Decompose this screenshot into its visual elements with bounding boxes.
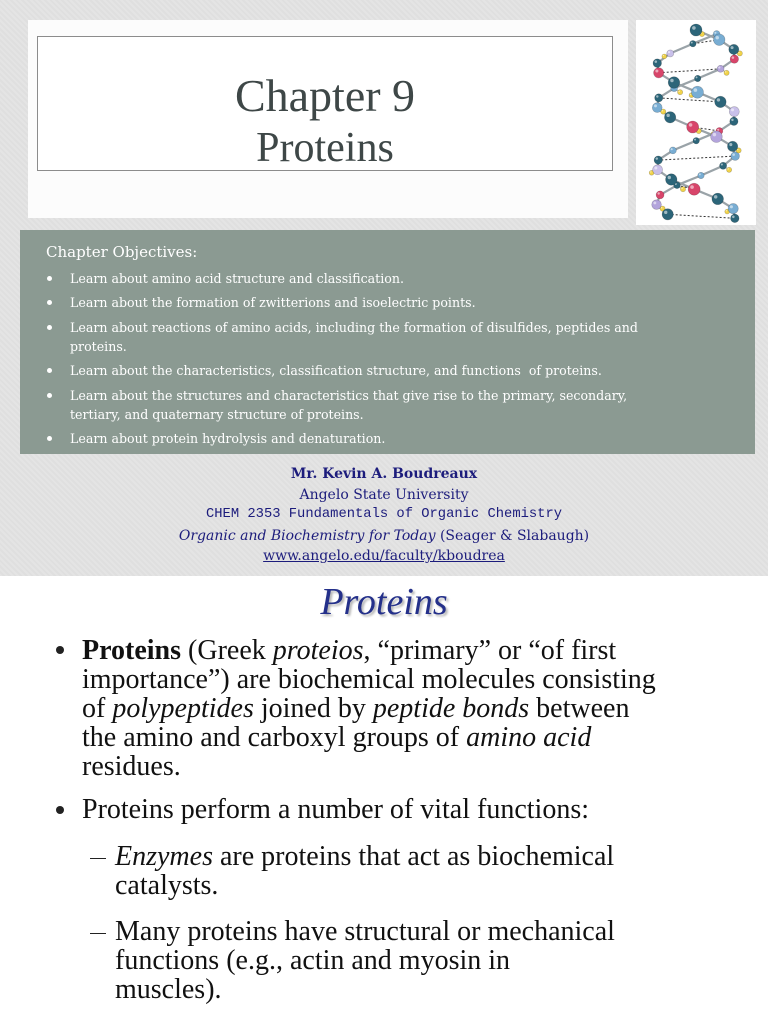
atom-highlight <box>731 119 733 121</box>
atom-highlight <box>671 148 673 150</box>
bullet-icon <box>47 368 52 373</box>
molecule-atom <box>652 103 662 113</box>
bullet-icon <box>56 646 64 654</box>
atom-highlight <box>654 104 657 107</box>
textbook-reference <box>0 526 768 547</box>
molecule-atom <box>717 65 724 72</box>
objective-item <box>46 361 747 380</box>
atom-highlight <box>732 216 735 219</box>
objective-text: proteins. <box>70 338 127 354</box>
hydrogen-bond <box>658 156 735 160</box>
bullet-line <box>82 795 768 824</box>
objective-text: Learn about the characteristics, classification structure, and functions of proteins. <box>70 363 602 378</box>
bullet-icon <box>47 300 52 305</box>
atom-highlight <box>655 60 658 63</box>
atom-highlight <box>692 26 696 30</box>
atom-highlight <box>717 98 720 101</box>
atom-highlight <box>694 88 698 92</box>
molecule-atom <box>727 167 732 172</box>
atom-highlight <box>730 205 733 208</box>
text-segment: the amino and carboxyl groups of <box>82 721 467 753</box>
atom-highlight <box>661 207 663 209</box>
atom-highlight <box>721 163 723 165</box>
atom-highlight <box>691 42 693 44</box>
atom-highlight <box>729 143 732 146</box>
molecule-atom <box>664 112 675 123</box>
text-segment: Proteins perform a number of vital functions: <box>82 794 589 825</box>
atom-highlight <box>654 167 657 170</box>
sub-bullet-item <box>0 917 768 1004</box>
italic-text: peptide bonds <box>372 692 530 724</box>
atom-highlight <box>713 133 716 136</box>
atom-highlight <box>689 123 693 127</box>
proteins-slide <box>0 576 768 1024</box>
text-segment: are proteins that act as biochemical <box>212 841 615 872</box>
atom-highlight <box>731 108 734 111</box>
molecule-atom <box>729 107 739 117</box>
atom-highlight <box>668 176 671 179</box>
bullet-icon <box>56 806 64 814</box>
textbook-authors: (Seager & Slabaugh) <box>435 527 590 544</box>
objective-text: Learn about protein hydrolysis and denaturation. <box>70 431 386 446</box>
molecule-atom <box>728 203 738 213</box>
atom-highlight <box>664 211 667 214</box>
molecule-atom <box>690 40 696 46</box>
atom-highlight <box>656 95 658 97</box>
molecule-atom <box>714 34 725 45</box>
atom-highlight <box>655 69 658 72</box>
bold-text: Proteins <box>82 634 182 666</box>
atom-highlight <box>718 67 720 69</box>
author-credits <box>0 464 768 567</box>
text-segment: joined by <box>253 692 373 724</box>
atom-highlight <box>694 139 696 141</box>
molecule-atom <box>729 44 739 54</box>
bullet-item <box>0 795 768 824</box>
bullet-icon <box>47 276 52 281</box>
atom-highlight <box>690 94 691 95</box>
molecule-bond <box>673 141 696 151</box>
title-frame <box>37 36 613 171</box>
molecule-atom <box>724 70 729 75</box>
molecule-atom <box>687 121 699 133</box>
text-segment: Many proteins have structural or mechanical <box>115 916 615 947</box>
dash-icon <box>90 858 106 860</box>
italic-text: amino acid <box>466 721 592 753</box>
text-segment: catalysts. <box>115 870 219 901</box>
text-segment: muscles). <box>115 974 222 1005</box>
molecule-atom <box>730 117 738 125</box>
sub-bullet-item <box>0 842 768 900</box>
italic-text: proteios <box>272 634 364 666</box>
atom-highlight <box>668 51 670 53</box>
molecule-atom <box>653 165 663 175</box>
objective-text: Learn about amino acid structure and classification. <box>70 270 404 286</box>
molecule-atom <box>731 214 740 223</box>
protein-molecule-model-icon <box>636 20 756 225</box>
atom-highlight <box>717 129 719 131</box>
objective-text: tertiary, and quaternary structure of proteins. <box>70 406 364 422</box>
hydrogen-bond <box>668 214 735 218</box>
italic-text: Enzymes <box>115 841 213 872</box>
molecule-atom <box>727 141 737 151</box>
atom-highlight <box>653 201 656 204</box>
molecule-atom <box>678 90 683 95</box>
molecule-atom <box>688 183 700 195</box>
molecule-atom <box>669 147 676 154</box>
italic-text: polypeptides <box>112 692 254 724</box>
molecule-atom <box>694 75 700 81</box>
text-segment: of <box>82 692 113 724</box>
atom-highlight <box>714 32 716 34</box>
molecule-atom <box>655 94 663 102</box>
objective-item <box>46 429 747 448</box>
text-segment: between <box>529 692 630 724</box>
atom-highlight <box>725 71 727 73</box>
atom-highlight <box>731 46 734 49</box>
title-panel <box>28 20 628 218</box>
molecule-atom <box>666 174 677 185</box>
atom-highlight <box>650 171 651 172</box>
objective-text: Learn about reactions of amino acids, including the formation of disulfides, peptides and <box>70 319 638 335</box>
objective-item <box>46 318 747 356</box>
objective-text: Learn about the formation of zwitterions and isoelectric points. <box>70 295 476 310</box>
molecule-atom <box>690 24 702 36</box>
course-name: CHEM 2353 Fundamentals of Organic Chemistry <box>205 507 563 522</box>
atom-highlight <box>726 210 727 211</box>
molecule-atom <box>654 68 664 78</box>
atom-highlight <box>727 168 729 170</box>
bullet-line <box>82 752 768 781</box>
bullet-list <box>0 636 768 1005</box>
molecule-atom <box>662 209 673 220</box>
molecule-atom <box>656 191 664 199</box>
molecule-image-panel <box>636 20 756 225</box>
url-line <box>0 546 768 567</box>
molecule-atom <box>715 96 726 107</box>
molecule-atom <box>711 131 723 143</box>
molecule-atom <box>720 162 727 169</box>
bullet-line <box>82 694 768 723</box>
molecule-atom <box>668 77 680 89</box>
bullet-line <box>115 975 768 1004</box>
objectives-list <box>46 269 747 454</box>
text-segment: residues. <box>82 750 181 782</box>
atom-highlight <box>666 114 669 117</box>
bullet-line <box>82 723 768 752</box>
molecule-atom <box>680 187 685 192</box>
atom-highlight <box>656 157 658 159</box>
objective-item <box>46 293 747 312</box>
bullet-icon <box>47 436 52 441</box>
atom-highlight <box>657 192 659 194</box>
atom-highlight <box>678 91 680 93</box>
atom-highlight <box>732 153 735 156</box>
molecule-atom <box>712 193 724 205</box>
chapter-title: Chapter 9 <box>234 70 416 121</box>
bullet-icon <box>47 325 52 330</box>
author-name: Mr. Kevin A. Boudreaux <box>290 466 478 482</box>
bullet-line <box>115 842 768 871</box>
atom-highlight <box>681 188 683 190</box>
atom-highlight <box>670 79 673 82</box>
text-segment: functions (e.g., actin and myosin in <box>115 945 511 976</box>
bullet-line <box>82 665 768 694</box>
text-segment: importance”) are biochemical molecules consisting <box>82 663 656 695</box>
university-name: Angelo State University <box>299 486 469 503</box>
objective-text: Learn about the structures and characteristics that give rise to the primary, secondary, <box>70 387 628 403</box>
slide-title: Proteins <box>320 581 448 623</box>
molecule-atom <box>691 86 703 98</box>
molecule-atom <box>698 172 704 178</box>
objectives-heading: Chapter Objectives: <box>46 243 198 261</box>
bullet-line <box>82 636 768 665</box>
molecule-atom <box>653 59 662 68</box>
bullet-item <box>0 636 768 781</box>
textbook-title: Organic and Biochemistry for Today <box>178 527 436 544</box>
molecule-atom <box>662 54 667 59</box>
atom-highlight <box>699 173 701 175</box>
atom-highlight <box>716 36 719 39</box>
faculty-website-link[interactable]: www.angelo.edu/faculty/kboudrea <box>263 548 505 564</box>
objective-item <box>46 386 747 424</box>
atom-highlight <box>663 55 664 56</box>
atom-highlight <box>732 56 735 59</box>
text-segment: , “primary” or “of first <box>363 634 617 666</box>
molecule-atom <box>693 137 699 143</box>
objective-item <box>46 269 747 288</box>
molecule-atom <box>667 50 674 57</box>
atom-highlight <box>714 195 717 198</box>
chapter-subtitle: Proteins <box>256 125 394 171</box>
dash-icon <box>90 933 106 935</box>
bullet-line <box>115 917 768 946</box>
molecule-atom <box>730 55 738 63</box>
bullet-line <box>115 946 768 975</box>
atom-highlight <box>690 185 694 189</box>
molecule-atom <box>654 156 662 164</box>
atom-highlight <box>696 76 698 78</box>
text-segment: (Greek <box>181 634 273 666</box>
chapter-objectives-box <box>20 230 755 454</box>
molecule-atom <box>652 200 662 210</box>
bullet-icon <box>47 393 52 398</box>
bullet-line <box>115 871 768 900</box>
